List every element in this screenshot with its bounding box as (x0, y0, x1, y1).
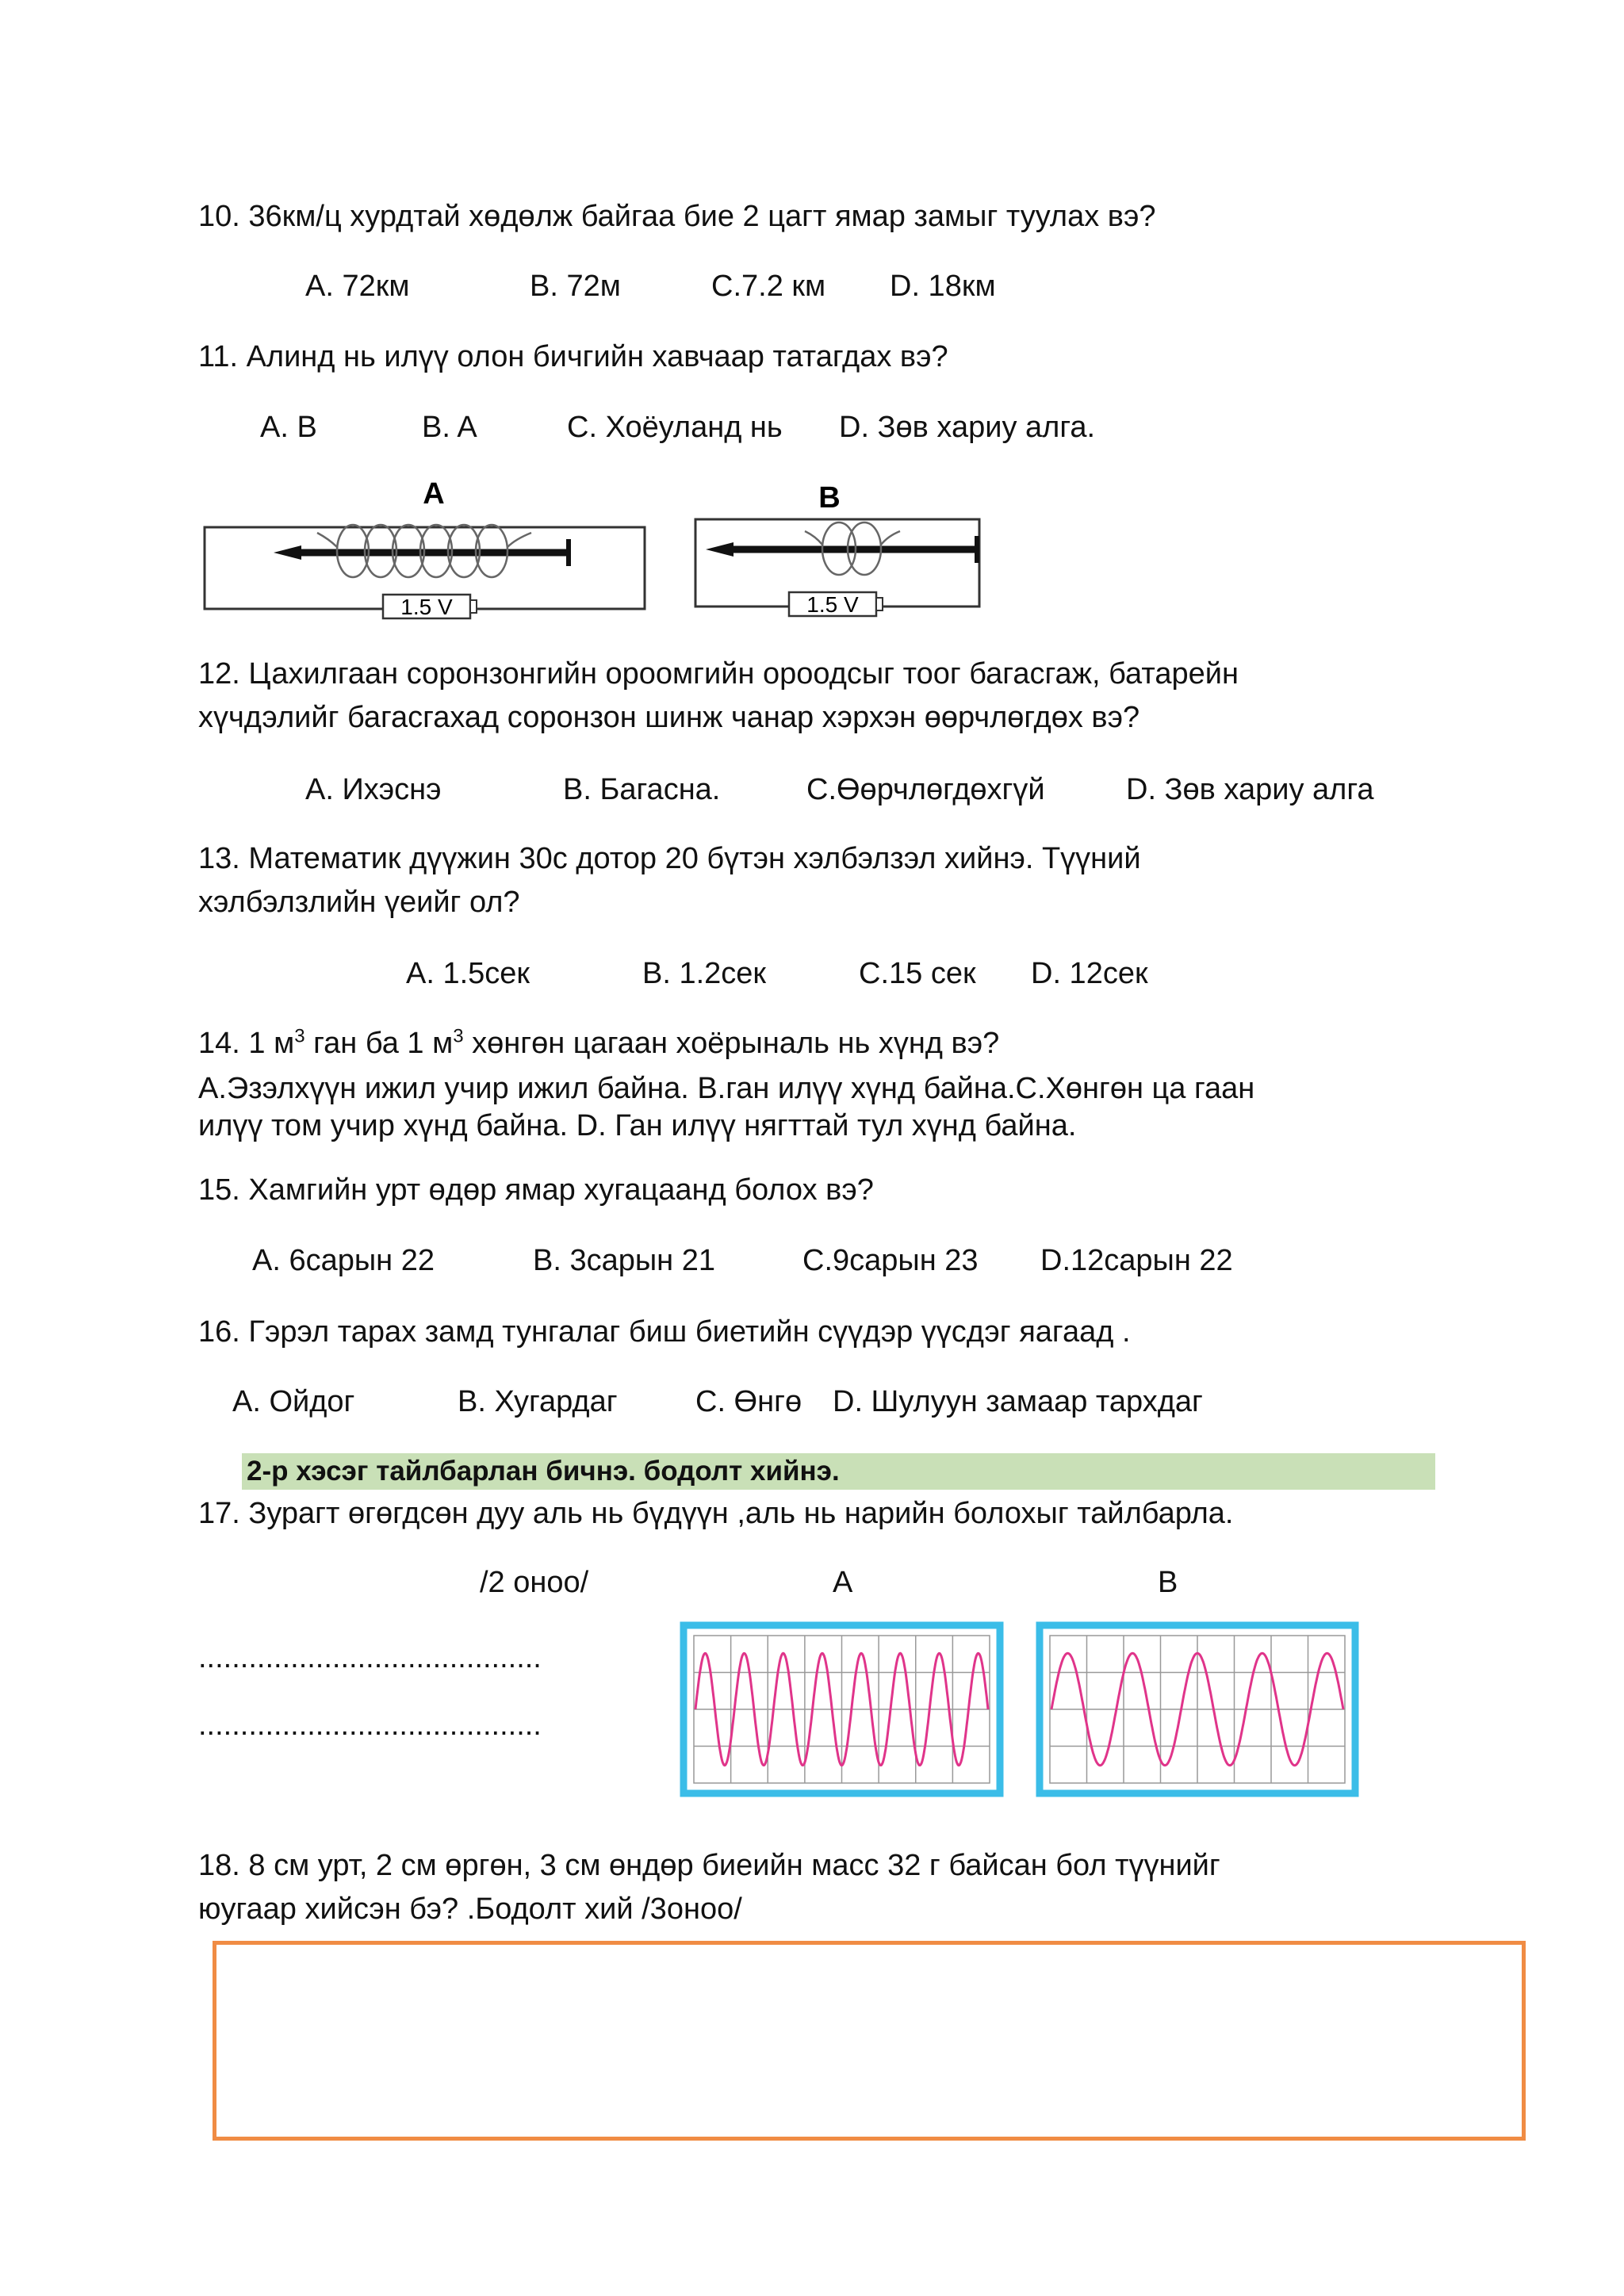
q14-answers-line-1: A.Эзэлхүүн ижил учир ижил байна. B.ган илүү хүнд байна.C.Хөнгөн ца гаан (198, 1072, 1255, 1105)
q15-option-c: C.9сарын 23 (802, 1244, 979, 1277)
question-10-text: 10. 36км/ц хурдтай хөдөлж байгаа бие 2 цагт ямар замыг туулах вэ? (198, 200, 1156, 233)
answer-blank-1[interactable]: ......................................... (198, 1641, 542, 1674)
q11-option-a: A. B (260, 411, 317, 444)
q14-sup-1: 3 (294, 1025, 305, 1047)
q12-option-b: B. Багасна. (563, 773, 721, 806)
battery-a-label: 1.5 V (400, 595, 453, 619)
q11-option-c: C. Хоёуланд нь (567, 411, 783, 444)
section-2-title: 2-р хэсэг тайлбарлан бичнэ. бодолт хийнэ. (247, 1456, 840, 1487)
q14-sup-2: 3 (453, 1025, 464, 1047)
q10-option-d: D. 18км (890, 270, 996, 303)
question-16-text: 16. Гэрэл тарах замд тунгалаг биш биетийн сүүдэр үүсдэг яагаад . (198, 1315, 1131, 1349)
q14-part-1: 14. 1 м (198, 1027, 295, 1060)
q14-answers-line-2: илүү том учир хүнд байна. D. Ган илүү нягттай тул хүнд байна. (198, 1109, 1077, 1142)
q10-option-c: C.7.2 км (711, 270, 826, 303)
question-13-line-2: хэлбэлзлийн үеийг ол? (198, 886, 520, 919)
q18-answer-box[interactable] (213, 1941, 1526, 2141)
question-17-text: 17. Зурагт өгөгдсөн дуу аль нь бүдүүн ,аль нь нарийн болохыг тайлбарла. (198, 1497, 1234, 1530)
question-13-line-1: 13. Математик дүүжин 30с дотор 20 бүтэн хэлбэлзэл хийнэ. Түүний (198, 842, 1141, 875)
q16-option-a: A. Ойдог (232, 1385, 355, 1418)
electromagnet-a (205, 477, 645, 619)
q13-option-b: B. 1.2сек (642, 957, 767, 990)
q11-option-d: D. Зөв хариу алга. (839, 411, 1096, 444)
q15-option-d: D.12сарын 22 (1040, 1244, 1233, 1277)
q10-option-b: B. 72м (530, 270, 621, 303)
q14-part-2: ган ба 1 м (304, 1027, 454, 1060)
wave-a-label: A (833, 1566, 853, 1599)
q13-option-c: C.15 сек (859, 957, 976, 990)
q16-option-c: C. Өнгө (695, 1385, 802, 1418)
q15-option-a: A. 6сарын 22 (252, 1244, 435, 1277)
q10-option-a: A. 72км (305, 270, 410, 303)
question-18-line-2: юугаар хийсэн бэ? .Бодолт хий /3оноо/ (198, 1892, 742, 1926)
wave-b-label: B (1158, 1566, 1178, 1599)
q12-option-d: D. Зөв хариу алга (1126, 773, 1374, 806)
section-2-header (242, 1453, 1435, 1490)
answer-blank-2[interactable]: ......................................... (198, 1709, 542, 1742)
q17-points: /2 оноо/ (480, 1566, 589, 1599)
q15-option-b: B. 3сарын 21 (533, 1244, 715, 1277)
question-14-text (198, 1025, 999, 1062)
battery-b-label: 1.5 V (806, 592, 859, 617)
question-15-text: 15. Хамгийн урт өдөр ямар хугацаанд болох вэ? (198, 1173, 874, 1207)
oscilloscope-a (680, 1621, 1004, 1797)
question-12-line-2: хүчдэлийг багасгахад соронзон шинж чанар хэрхэн өөрчлөгдөх вэ? (198, 701, 1140, 734)
q16-option-d: D. Шулуун замаар тархдаг (833, 1385, 1203, 1418)
electromagnet-b-label: B (818, 481, 841, 515)
q16-option-b: B. Хугардаг (458, 1385, 618, 1418)
oscilloscope-b (1036, 1621, 1359, 1797)
q11-option-b: B. A (422, 411, 477, 444)
question-12-line-1: 12. Цахилгаан соронзонгийн ороомгийн ороодсыг тоог багасгаж, батарейн (198, 657, 1239, 691)
q12-option-c: C.Өөрчлөгдөхгүй (806, 773, 1045, 806)
q13-option-d: D. 12сек (1031, 957, 1148, 990)
q12-option-a: A. Ихэснэ (305, 773, 442, 806)
question-18-line-1: 18. 8 см урт, 2 см өргөн, 3 см өндөр биеийн масс 32 г байсан бол түүнийг (198, 1849, 1220, 1882)
question-11-text: 11. Алинд нь илүү олон бичгийн хавчаар татагдах вэ? (198, 340, 948, 373)
q14-part-3: хөнгөн цагаан хоёрыналь нь хүнд вэ? (463, 1027, 1000, 1060)
electromagnet-b (695, 481, 979, 617)
q13-option-a: A. 1.5сек (406, 957, 530, 990)
electromagnet-a-label: A (423, 477, 445, 511)
electromagnet-figure (198, 476, 1007, 626)
